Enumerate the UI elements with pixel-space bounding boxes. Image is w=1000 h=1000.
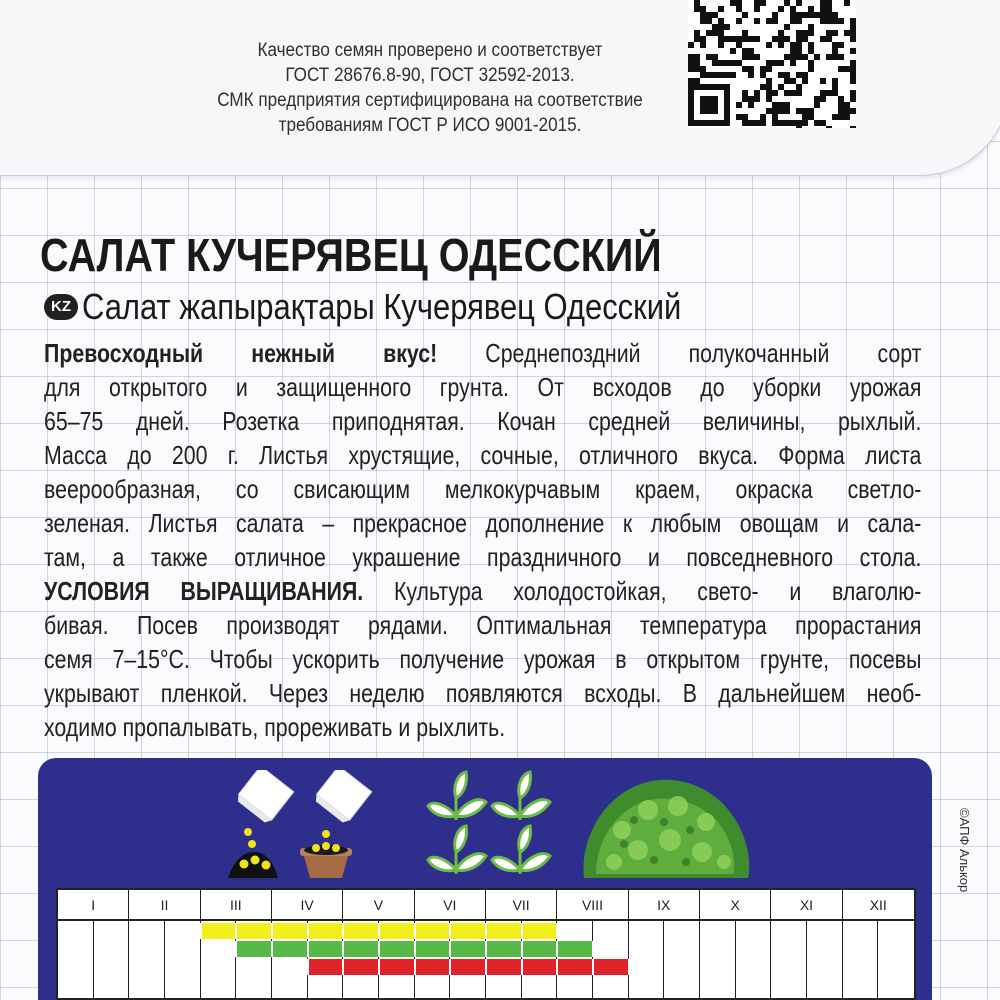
calendar-bar-separator: [521, 923, 523, 939]
description-line: для открытого и защищенного грунта. От всходов до уборки урожая: [44, 372, 922, 402]
calendar-bar-separator: [307, 941, 309, 957]
calendar-decade-cell: [94, 921, 130, 1000]
calendar-period-bar: [308, 959, 629, 975]
calendar-decade-cell: [629, 921, 665, 1000]
calendar-month: VIII: [557, 890, 628, 919]
calendar-decade-cell: [843, 921, 879, 1000]
calendar-month: XI: [771, 890, 842, 919]
description-line: Среднепоздний полукочанный сорт: [437, 338, 922, 368]
calendar-bar-separator: [378, 941, 380, 957]
calendar-bar-separator: [378, 959, 380, 975]
seed-packet-pot-icon: [296, 770, 376, 882]
calendar-bar-separator: [449, 959, 451, 975]
cert-line: ГОСТ 28676.8-90, ГОСТ 32592-2013.: [285, 65, 575, 86]
calendar-decade-cell: [807, 921, 843, 1000]
calendar-months-row: [58, 890, 914, 921]
description-line: зеленая. Листья салата – прекрасное дополнение к любым овощам и сала-: [44, 508, 922, 538]
calendar-bar-separator: [485, 941, 487, 957]
calendar-bar-separator: [414, 923, 416, 939]
calendar-bar-separator: [521, 941, 523, 957]
calendar-bar-separator: [485, 923, 487, 939]
calendar-bar-separator: [271, 923, 273, 939]
conditions-line: семя 7–15°С. Чтобы ускорить получение урожая в открытом грунте, посевы: [44, 644, 922, 674]
calendar-bar-separator: [414, 941, 416, 957]
calendar-bar-separator: [342, 923, 344, 939]
kz-title-row: [44, 286, 964, 328]
calendar-bar-separator: [449, 923, 451, 939]
conditions-line: бивая. Посев производят рядами. Оптимальная температура прорастания: [44, 610, 922, 640]
calendar-bar-separator: [485, 959, 487, 975]
calendar-bar-separator: [414, 959, 416, 975]
conditions-heading: УСЛОВИЯ ВЫРАЩИВАНИЯ.: [44, 576, 364, 606]
cert-line: требованиям ГОСТ Р ИСО 9001-2015.: [278, 115, 582, 136]
seedlings-icon: [424, 764, 554, 878]
calendar-bar-separator: [556, 923, 558, 939]
qr-code-icon: [688, 0, 856, 128]
conditions-line: ходимо пропалывать, прореживать и рыхлить.: [44, 712, 506, 742]
description-line: Масса до 200 г. Листья хрустящие, сочные, отличного вкуса. Форма листа: [44, 440, 922, 470]
calendar-month: I: [58, 890, 129, 919]
seed-packet-ground-icon: [222, 770, 302, 882]
product-title: САЛАТ КУЧЕРЯВЕЦ ОДЕССКИЙ: [40, 229, 662, 281]
product-description: [44, 336, 921, 744]
cert-line: СМК предприятия сертифицирована на соответствие: [217, 90, 643, 111]
conditions-line: укрывают пленкой. Через неделю появляются всходы. В дальнейшем необ-: [44, 678, 922, 708]
calendar-month: VII: [486, 890, 557, 919]
conditions-line: Культура холодостойкая, свето- и влаголю-: [363, 576, 922, 606]
calendar-bar-separator: [271, 941, 273, 957]
calendar-month: II: [129, 890, 200, 919]
calendar-month: III: [201, 890, 272, 919]
calendar-bar-separator: [556, 941, 558, 957]
kz-badge: KZ: [44, 294, 78, 320]
calendar-month: X: [700, 890, 771, 919]
calendar-bar-separator: [592, 941, 594, 957]
description-line: 65–75 дней. Розетка приподнятая. Кочан средней величины, рыхлый.: [44, 406, 922, 436]
calendar-bar-separator: [200, 923, 202, 939]
calendar-month: VI: [415, 890, 486, 919]
calendar-decade-cell: [771, 921, 807, 1000]
calendar-decade-cell: [664, 921, 700, 1000]
cert-line: Качество семян проверено и соответствует: [257, 40, 603, 61]
description-lead: Превосходный нежный вкус!: [44, 338, 438, 368]
calendar-bar-separator: [342, 941, 344, 957]
calendar-bar-separator: [342, 959, 344, 975]
description-line: веерообразная, со свисающим мелкокурчавым краем, окраска светло-: [44, 474, 922, 504]
certification-text: [196, 38, 664, 138]
sowing-calendar: [56, 888, 916, 1000]
calendar-decade-cell: [58, 921, 94, 1000]
calendar-bar-separator: [628, 959, 630, 975]
kz-title: Салат жапырақтары Кучерявец Одесский: [82, 286, 682, 327]
calendar-decade-cell: [165, 921, 201, 1000]
description-line: там, а также отличное украшение праздничного и повседневного стола.: [44, 542, 922, 572]
calendar-decade-cell: [736, 921, 772, 1000]
calendar-decade-cell: [129, 921, 165, 1000]
calendar-bar-separator: [556, 959, 558, 975]
calendar-bar-separator: [449, 941, 451, 957]
calendar-bar-separator: [307, 923, 309, 939]
calendar-bar-separator: [235, 923, 237, 939]
calendar-month: V: [343, 890, 414, 919]
calendar-month: XII: [869, 897, 887, 913]
copyright: ©АПФ Алькор: [957, 808, 972, 893]
calendar-bar-separator: [235, 941, 237, 957]
calendar-bar-separator: [521, 959, 523, 975]
calendar-decade-cell: [700, 921, 736, 1000]
calendar-bar-separator: [592, 959, 594, 975]
calendar-grid: [58, 921, 914, 1000]
calendar-month: IV: [272, 890, 343, 919]
calendar-month: IX: [629, 890, 700, 919]
lettuce-head-icon: [578, 770, 754, 880]
calendar-bar-separator: [307, 959, 309, 975]
calendar-decade-cell: [878, 921, 914, 1000]
calendar-bar-separator: [378, 923, 380, 939]
